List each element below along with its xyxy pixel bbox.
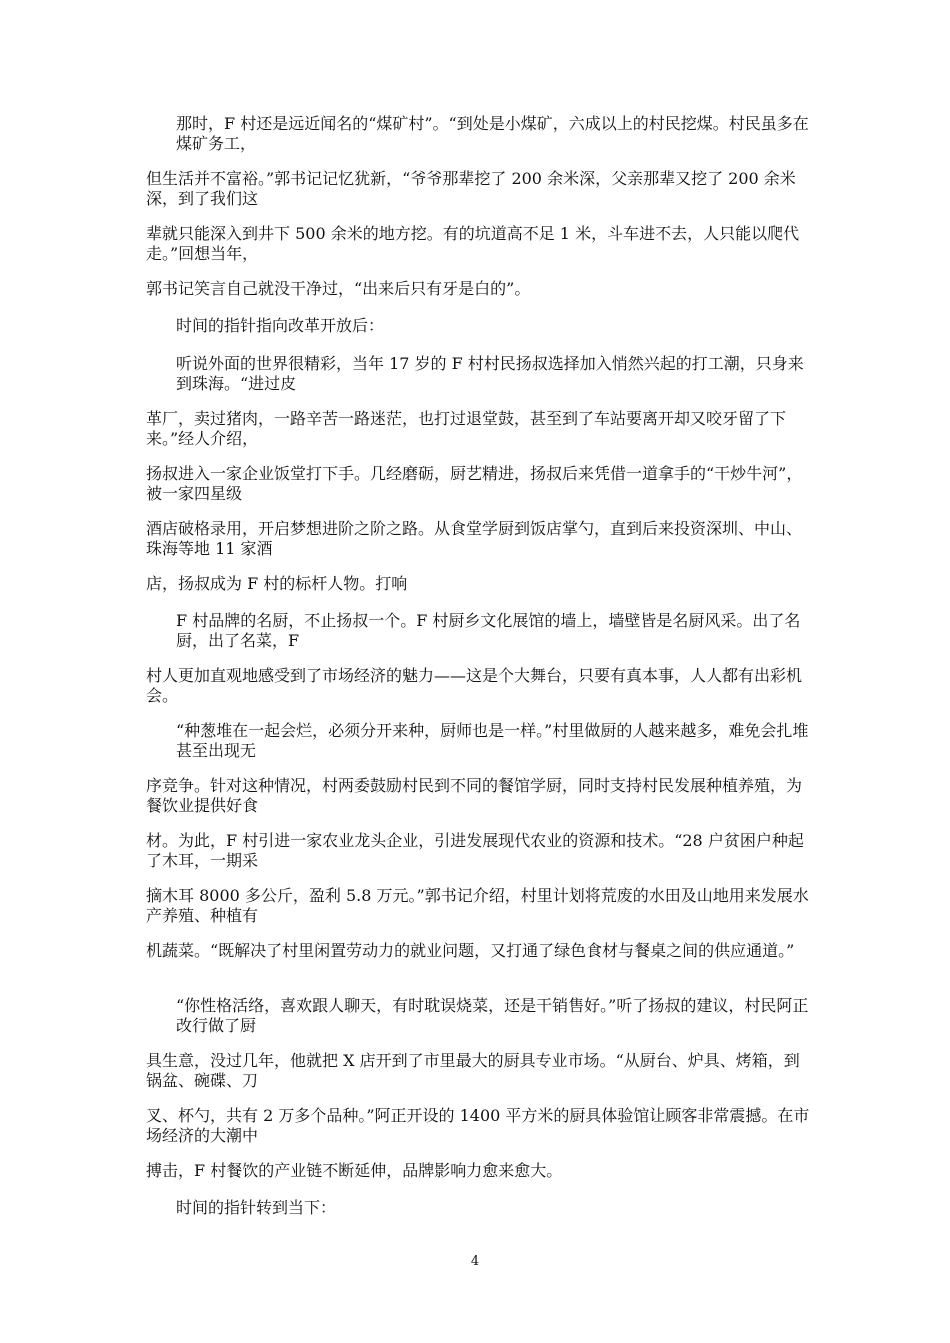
paragraph-1: 那时，F 村还是远近闻名的“煤矿村”。“到处是小煤矿，六成以上的村民挖煤。村民虽多在煤矿务工， (176, 114, 809, 153)
paragraph-14: 序竞争。针对这种情况，村两委鼓励村民到不同的餐馆学厨，同时支持村民发展种植养殖，为餐饮业提供好食 (146, 776, 803, 815)
paragraph-15: 材。为此，F 村引进一家农业龙头企业，引进发展现代农业的资源和技术。“28 户贫困户种起了木耳，一期采 (146, 831, 804, 870)
paragraph-8: 扬叔进入一家企业饭堂打下手。几经磨砺，厨艺精进，扬叔后来凭借一道拿手的“干炒牛河”，被一家四星级 (146, 464, 803, 503)
paragraph-13: “种葱堆在一起会烂，必须分开来种，厨师也是一样。”村里做厨的人越来越多，难免会扎堆甚至出现无 (176, 721, 809, 760)
paragraph-16: 摘木耳 8000 多公斤，盈利 5.8 万元。”郭书记介绍，村里计划将荒废的水田及山地用来发展水产养殖、种植有 (146, 886, 809, 925)
paragraph-11: F 村品牌的名厨，不止扬叔一个。F 村厨乡文化展馆的墙上，墙壁皆是名厨风采。出了名厨，出了名菜，F (176, 611, 801, 650)
paragraph-22: 时间的指针转到当下： (176, 1198, 337, 1217)
paragraph-20: 叉、杯勺，共有 2 万多个品种。”阿正开设的 1400 平方米的厨具体验馆让顾客非常震撼。在市场经济的大潮中 (146, 1106, 810, 1145)
paragraph-6: 听说外面的世界很精彩，当年 17 岁的 F 村村民扬叔选择加入悄然兴起的打工潮，只身来到珠海。“进过皮 (176, 354, 804, 393)
paragraph-19: 具生意，没过几年，他就把 X 店开到了市里最大的厨具专业市场。“从厨台、炉具、烤箱，到锅盆、碗碟、刀 (146, 1051, 800, 1090)
paragraph-17: 机蔬菜。“既解决了村里闲置劳动力的就业问题，又打通了绿色食材与餐桌之间的供应通道。” (146, 941, 795, 960)
paragraph-18: “你性格活络，喜欢跟人聊天，有时耽误烧菜，还是干销售好。”听了扬叔的建议，村民阿正改行做了厨 (176, 996, 809, 1035)
paragraph-5: 时间的指针指向改革开放后： (176, 316, 385, 335)
page-number: 4 (470, 1254, 480, 1269)
paragraph-9: 酒店破格录用，开启梦想进阶之阶之路。从食堂学厨到饭店掌勺，直到后来投资深圳、中山、珠海等地 11 家酒 (146, 519, 803, 558)
paragraph-10: 店，扬叔成为 F 村的标杆人物。打响 (146, 574, 408, 593)
paragraph-21: 搏击，F 村餐饮的产业链不断延伸，品牌影响力愈来愈大。 (146, 1161, 563, 1180)
paragraph-7: 革厂，卖过猪肉，一路辛苦一路迷茫，也打过退堂鼓，甚至到了车站要离开却又咬牙留了下来。”经人介绍， (146, 409, 787, 448)
paragraph-4: 郭书记笑言自己就没干净过，“出来后只有牙是白的”。 (146, 279, 531, 298)
paragraph-3: 辈就只能深入到井下 500 余米的地方挖。有的坑道高不足 1 米，斗车进不去，人只能以爬代走。”回想当年， (146, 224, 800, 263)
paragraph-12: 村人更加直观地感受到了市场经济的魅力——这是个大舞台，只要有真本事，人人都有出彩机会。 (146, 666, 803, 705)
paragraph-2: 但生活并不富裕。”郭书记记忆犹新，“爷爷那辈挖了 200 余米深，父亲那辈又挖了 200 余米深，到了我们这 (146, 169, 796, 208)
